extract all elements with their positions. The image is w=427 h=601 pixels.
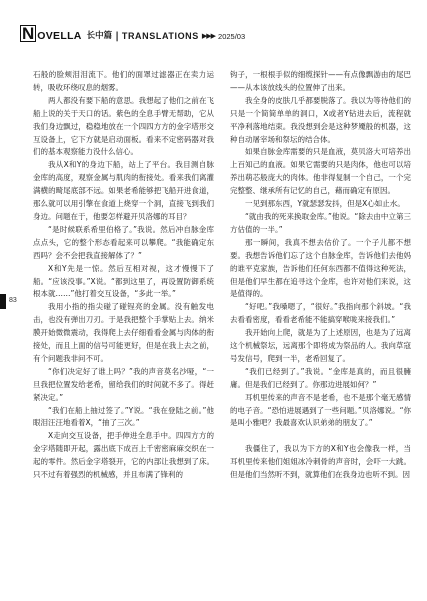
logo-chinese-tag: 长中篇 (86, 31, 113, 41)
page-number: 83 (9, 297, 17, 304)
paragraph: “我们在船上抽过签了。”Y说。“我在登陆之前。”他眼泪汪汪地看着X，“抽了三次。” (33, 405, 214, 428)
page-marker-bar (0, 294, 6, 309)
paragraph: “你们决定好了谁上吗？”我的声音莫名沙哑，“一旦我把位置发给老希，留给我们的时间就不多了。得赶紧决定。” (33, 366, 214, 402)
arrows-icon: ▶▶▶ (201, 32, 216, 40)
paragraph: 我僵住了，我以为下方的X和Y也会像我一样，当耳机里传来他们姐姐冰冷刺骨的声音时，会吓一大跳。但是他们当然听不到，就算他们在我身边也听不到。因 (230, 444, 411, 480)
left-text-column (33, 69, 214, 482)
paragraph: X走向交互设备，把手伸进全息手中。四四方方的金字塔随即开起，露出底下成百上千密密麻麻交织在一起的零件。然后金字塔裂开，它的内部让我想到了床。只不过有着强烈的机械感，并且布满了锋利的 (33, 431, 214, 480)
paragraph: 那一瞬间，我真不想去估价了。一个子儿都不想要。我想告诉他们忘了这个自脉金库，告诉他们去他妈的谁平克家族，告诉他们任何东西都不值得这种死法，但是他们早生都在追寻这个金库，也许对他们来说，这是值得的。 (230, 237, 411, 299)
paragraph: 两人都没有要下船的意思。我想起了他们之前在飞船上说的关于天口的话。紫色的全息手臂无帮助，它从我们身边飘过，稳稳地放在一个四四方方的金字塔形交互设备上，它下方就是启动面板。看来不定密码器对我们的基本观察能力没什么信心。 (33, 95, 214, 157)
paragraph: 如果自脉金库需要的只是血液，莫贝洛大可培养出上百知己的血液。如果它需要的只是肉体，他也可以培养出萌芯般庞大的肉体。他非得复制一个自己，一个完完整整、继承所有记忆的自己，藉而确定有原因。 (230, 147, 411, 196)
paragraph: “是时候联系希里伯格了。”我说。然后冲自脉金库点点头，它的整个形态看起来可以攀爬。“我能确定东西吗？会不会把我直接解体了？” (33, 224, 214, 260)
paragraph: 耳机里传来的声音不是老希，也不是那个毫无感情的电子音。“恐怕进展遇到了一些问题。”贝洛娜说。“你是叫小雅吧？我最喜欢认识弟弟的朋友了。” (230, 392, 411, 428)
paragraph (230, 430, 411, 443)
paragraph: 我用小指的指尖碰了碰锃亮的金属。没有触发电击，也没有弹出刀刃。于是我把整个手掌贴上去。纳米膜开始微微震动，我得爬上去仔细看看金属与肉体的衔接处，而且上面的信号可能更好，但是在我上去之前，有个问题我非问不可。 (33, 302, 214, 363)
issue-number: 2025/03 (218, 32, 246, 41)
paragraph: 钩子，一根根手似的细缆探针——有点像飘游由的尾巴——从本该放线头的位置伸了出来。 (230, 70, 411, 92)
paragraph: X和Y先是一惊。然后互相对视，这才慢慢下了船。“应该没事。”X说。“都到这里了，再设置防御系统根本就……”他打着交互设备，“多此一举。” (33, 263, 214, 299)
paragraph: 石般的脸颊泪泪流下。他们的面罩过滤器正在卖力运转，吸收环绕叹息的烟雾。 (33, 70, 214, 92)
right-text-column (230, 69, 411, 482)
header-divider: | (115, 31, 119, 42)
paragraph: 我从X和Y的身边下船，站上了平台。我目测自脉金库的高度，观察金属与肌肉的衔接处。看来我们离灌满横的畸尾底部不远。如果老希能够把飞船开进食道，那么就可以用引擎在食道上烧穿一个洞，直接飞到我们身边。问题在于，他要怎样避开贝洛娜的耳目？ (33, 160, 214, 221)
logo-letter-n: N (22, 24, 35, 43)
paragraph: 一见到那东西，Y就瑟瑟发抖，但是X心如止水。 (245, 199, 405, 209)
paragraph: “就由我的死来换取金库。”他说。“除去由中立第三方估值的一半。” (230, 211, 411, 234)
logo-wordmark: OVELLA (37, 30, 82, 42)
paragraph: “我们已经到了。”我说。“金库是真的，而且很臃庸。但是我们已经到了。你那边进展如何？” (230, 366, 411, 389)
magazine-header (20, 26, 420, 42)
paragraph: 我开始向上爬，就是为了上述原因，也是为了远离这个机械祭坛，远离那个即将成为祭品的人。我向草寇号发信号，爬到一半，老希回复了。 (230, 328, 411, 363)
paragraph: “好吧。”我嗓嗯了，“很好。”我指向那个斜坡。“我去看看密度，看看老希能不能搞穿喉咙来接我们。” (230, 302, 411, 325)
paragraph: 我全身的皮肤几乎都要脱落了。我以为等待他们的只是一个简简单单的洞口，X或者Y钻进去后，流程就平净利落地结束。我没想到会是这种梦魇般的机器，这种自动屠宰场和祭坛的结合体。 (230, 95, 411, 144)
section-title: TRANSLATIONS (121, 31, 199, 41)
